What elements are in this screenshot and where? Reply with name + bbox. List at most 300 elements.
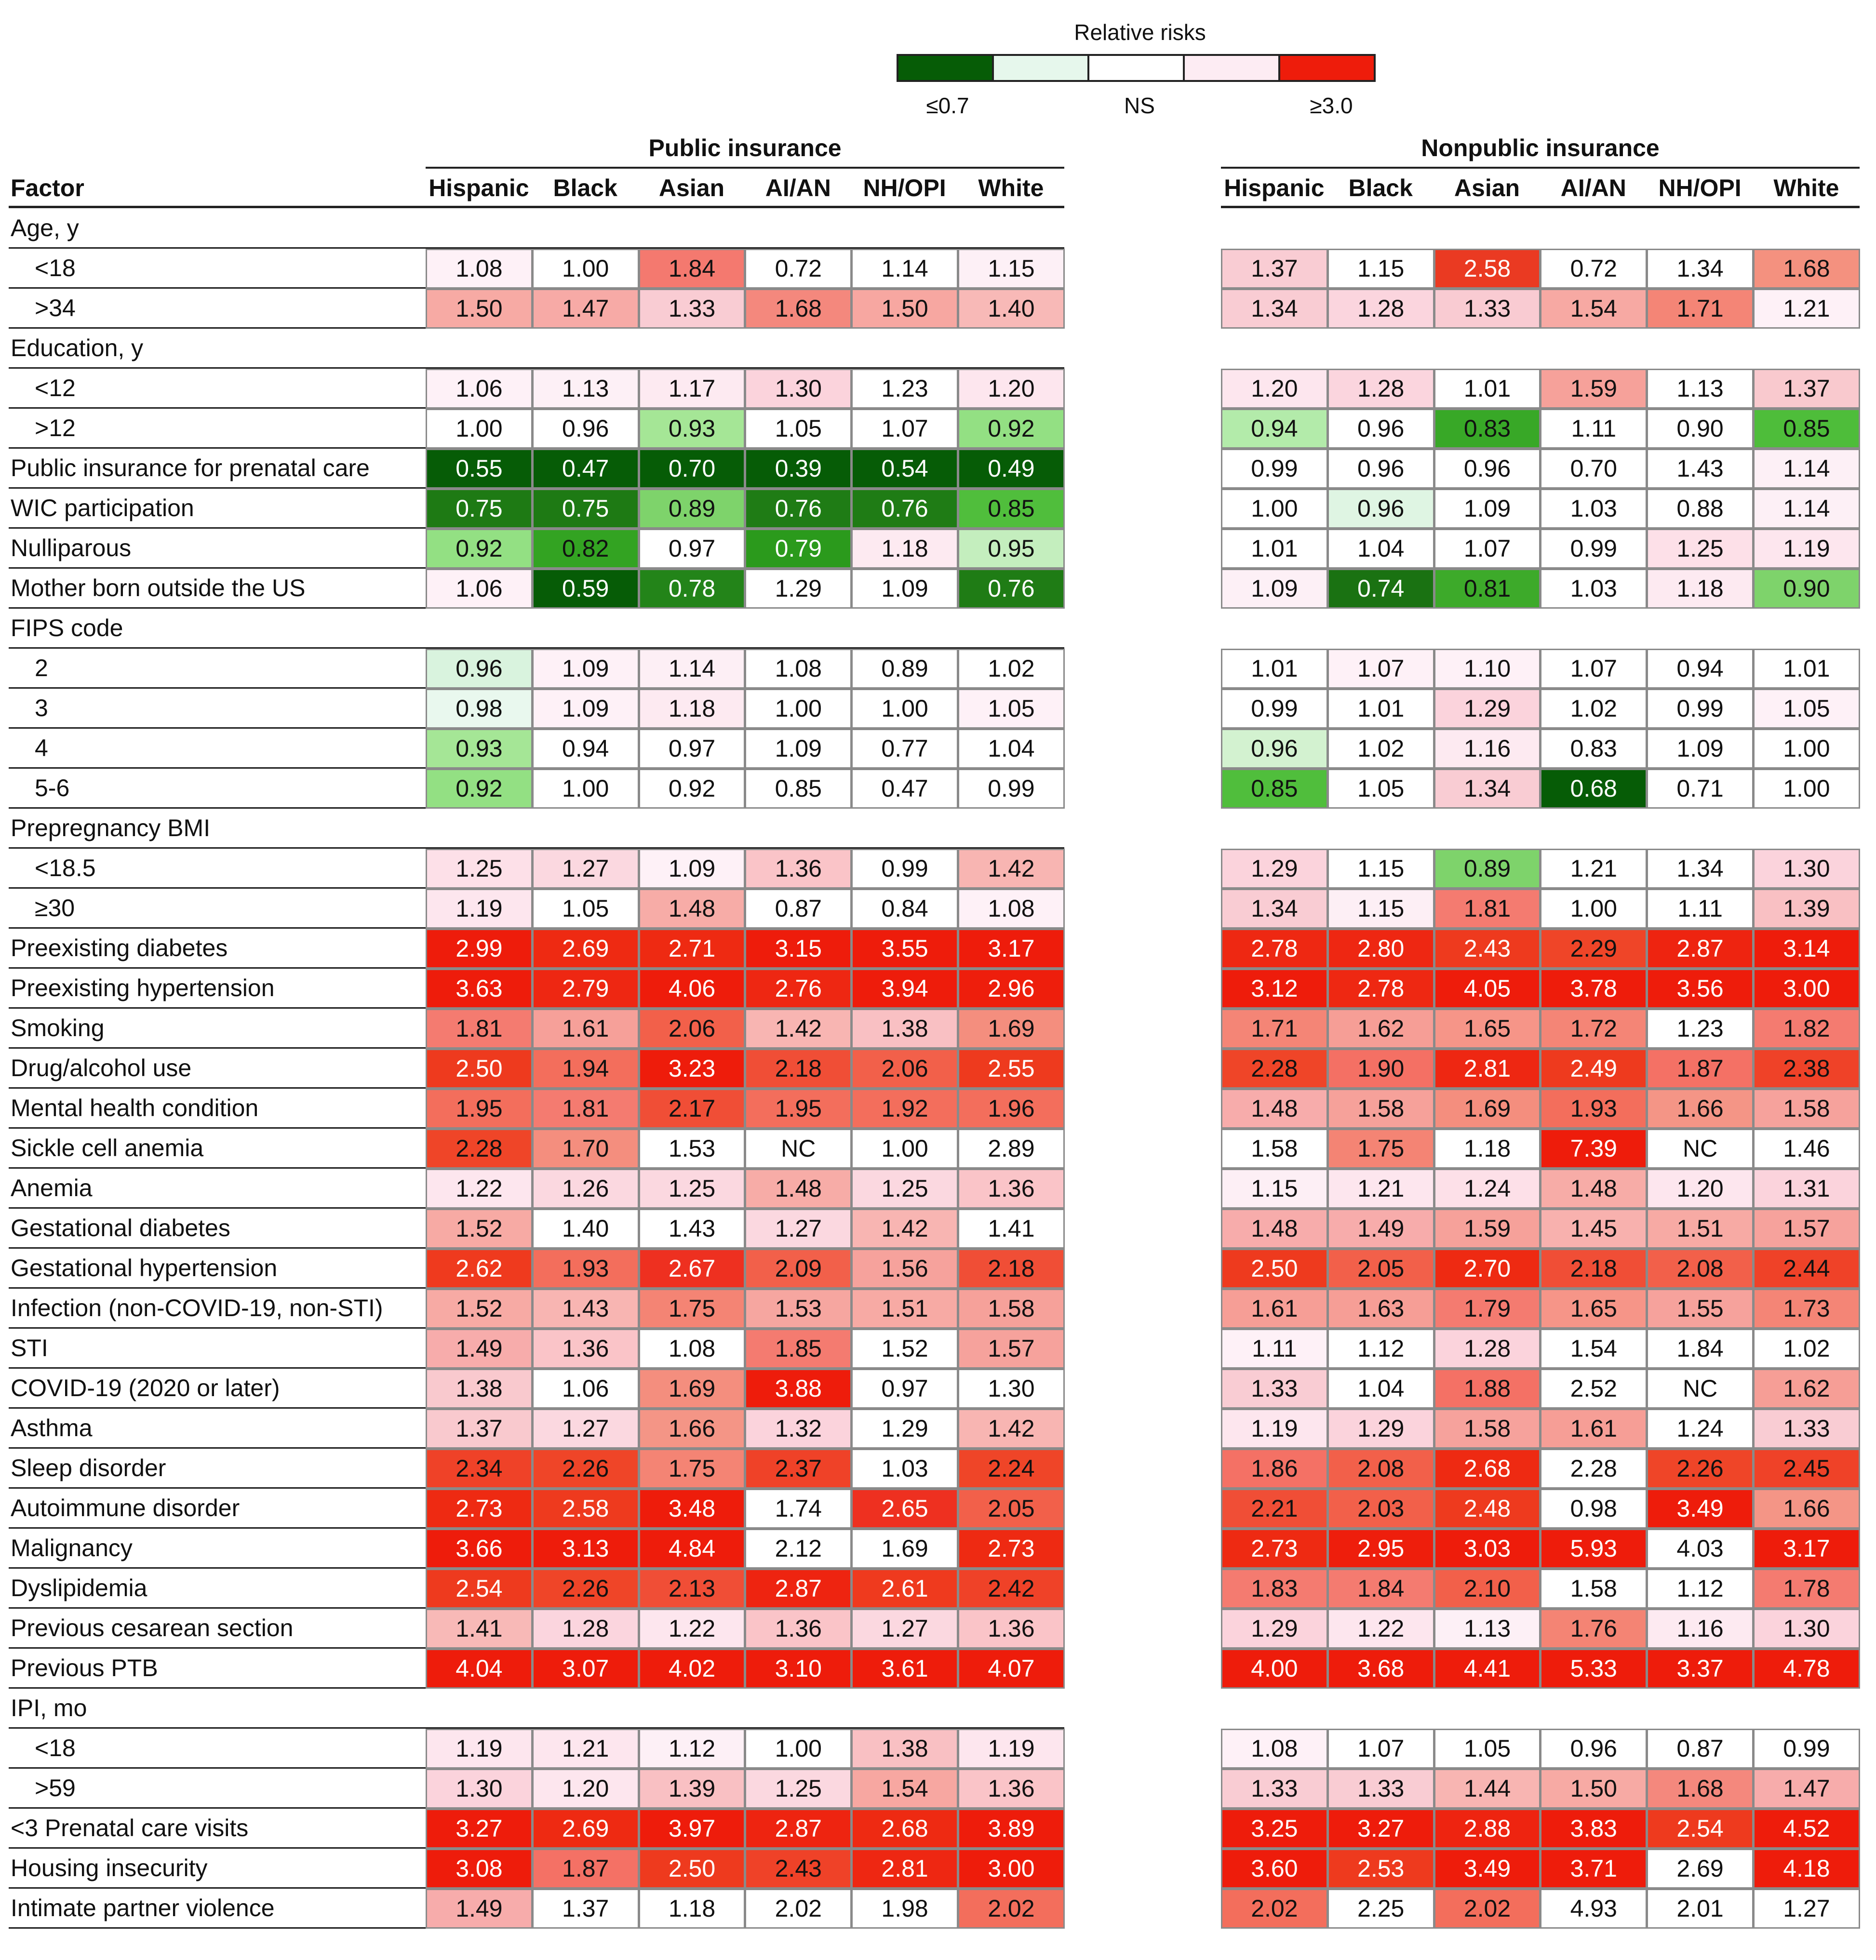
heatmap-cell: 2.05 xyxy=(958,1489,1065,1529)
heatmap-cell: 1.01 xyxy=(1221,649,1328,689)
heatmap-cell: 4.78 xyxy=(1753,1649,1860,1689)
heatmap-cell: 2.73 xyxy=(958,1529,1065,1569)
heatmap-cell: 1.22 xyxy=(426,1169,533,1209)
heatmap-cell: 1.11 xyxy=(1540,409,1647,449)
heatmap-cell: 0.77 xyxy=(851,729,958,769)
heatmap-cell: 1.18 xyxy=(851,529,958,569)
heatmap-cell: 0.59 xyxy=(532,569,639,609)
row-group-label: FIPS code xyxy=(11,614,123,641)
heatmap-cell: 2.38 xyxy=(1753,1049,1860,1089)
row-label: <18 xyxy=(35,1734,76,1761)
heatmap-cell: 2.29 xyxy=(1540,929,1647,969)
heatmap-cell: 1.15 xyxy=(1221,1169,1328,1209)
heatmap-cell: 1.03 xyxy=(851,1449,958,1489)
heatmap-cell: 1.68 xyxy=(1753,249,1860,289)
heatmap-cell: 1.61 xyxy=(1221,1289,1328,1329)
heatmap-cell: 0.98 xyxy=(426,689,533,729)
heatmap-cell: 1.19 xyxy=(426,889,533,929)
heatmap-cell: 1.20 xyxy=(1221,369,1328,409)
heatmap-cell: 1.85 xyxy=(745,1329,852,1369)
heatmap-cell: 3.00 xyxy=(1753,969,1860,1009)
heatmap-cell: 0.96 xyxy=(532,409,639,449)
heatmap-cell: 1.25 xyxy=(426,849,533,889)
heatmap-cell: 1.58 xyxy=(1327,1089,1434,1129)
heatmap-cell: 2.02 xyxy=(1434,1889,1541,1929)
heatmap-cell: 1.09 xyxy=(1647,729,1754,769)
row-label: Autoimmune disorder xyxy=(11,1494,240,1521)
heatmap-cell: 1.54 xyxy=(1540,1329,1647,1369)
heatmap-cell: 1.28 xyxy=(1327,289,1434,329)
heatmap-cell: 0.99 xyxy=(958,769,1065,809)
heatmap-cell: 2.45 xyxy=(1753,1449,1860,1489)
heatmap-cell: 1.04 xyxy=(1327,529,1434,569)
heatmap-cell: 1.70 xyxy=(532,1129,639,1169)
heatmap-cell: 0.75 xyxy=(426,489,533,529)
heatmap-cell: 1.20 xyxy=(532,1769,639,1809)
heatmap-cell: 1.50 xyxy=(851,289,958,329)
heatmap-cell: 2.12 xyxy=(745,1529,852,1569)
heatmap-cell: 1.05 xyxy=(745,409,852,449)
heatmap-cell: 2.13 xyxy=(639,1569,746,1609)
heatmap-cell: 2.02 xyxy=(1221,1889,1328,1929)
heatmap-cell: 1.37 xyxy=(532,1889,639,1929)
heatmap-cell: 4.05 xyxy=(1434,969,1541,1009)
heatmap-cell: 1.87 xyxy=(1647,1049,1754,1089)
heatmap-cell: 2.54 xyxy=(426,1569,533,1609)
heatmap-cell: 1.61 xyxy=(532,1009,639,1049)
row-label: Mental health condition xyxy=(11,1094,259,1121)
row-label: 4 xyxy=(35,734,48,761)
heatmap-cell: 4.00 xyxy=(1221,1649,1328,1689)
heatmap-cell: 2.17 xyxy=(639,1089,746,1129)
heatmap-cell: 1.68 xyxy=(745,289,852,329)
heatmap-cell: 2.70 xyxy=(1434,1249,1541,1289)
heatmap-cell: 1.42 xyxy=(958,849,1065,889)
heatmap-cell: 1.81 xyxy=(426,1009,533,1049)
heatmap-cell: NC xyxy=(745,1129,852,1169)
heatmap-cell: 2.73 xyxy=(1221,1529,1328,1569)
row-label: Gestational diabetes xyxy=(11,1214,230,1241)
row-group-label: IPI, mo xyxy=(11,1694,87,1721)
heatmap-cell: 0.89 xyxy=(1434,849,1541,889)
heatmap-cell: 1.00 xyxy=(532,249,639,289)
heatmap-cell: 1.40 xyxy=(958,289,1065,329)
heatmap-cell: 0.90 xyxy=(1753,569,1860,609)
row-label: 5-6 xyxy=(35,774,70,801)
heatmap-cell: 0.54 xyxy=(851,449,958,489)
heatmap-cell: 1.49 xyxy=(426,1889,533,1929)
heatmap-cell: 1.44 xyxy=(1434,1769,1541,1809)
heatmap-cell: 1.05 xyxy=(1434,1729,1541,1769)
heatmap-cell: 0.95 xyxy=(958,529,1065,569)
heatmap-cell: 1.36 xyxy=(532,1329,639,1369)
heatmap-cell: 0.72 xyxy=(745,249,852,289)
heatmap-cell: 0.68 xyxy=(1540,769,1647,809)
row-label: COVID-19 (2020 or later) xyxy=(11,1374,280,1401)
heatmap-cell: 2.09 xyxy=(745,1249,852,1289)
row-label: Smoking xyxy=(11,1014,105,1041)
heatmap-cell: 1.71 xyxy=(1221,1009,1328,1049)
heatmap-cell: 1.08 xyxy=(745,649,852,689)
heatmap-cell: 2.87 xyxy=(745,1569,852,1609)
heatmap-cell: 1.36 xyxy=(745,1609,852,1649)
heatmap-cell: 3.37 xyxy=(1647,1649,1754,1689)
heatmap-cell: 1.31 xyxy=(1753,1169,1860,1209)
heatmap-cell: 0.94 xyxy=(1647,649,1754,689)
heatmap-cell: 1.22 xyxy=(639,1609,746,1649)
row-label: >59 xyxy=(35,1774,76,1801)
heatmap-cell: 1.40 xyxy=(532,1209,639,1249)
heatmap-cell: 5.33 xyxy=(1540,1649,1647,1689)
heatmap-cell: 3.17 xyxy=(958,929,1065,969)
heatmap-cell: 2.81 xyxy=(1434,1049,1541,1089)
heatmap-cell: 0.83 xyxy=(1540,729,1647,769)
heatmap-cell: 4.18 xyxy=(1753,1849,1860,1889)
row-label: Previous cesarean section xyxy=(11,1614,294,1641)
heatmap-cell: 1.06 xyxy=(532,1369,639,1409)
heatmap-cell: 1.07 xyxy=(851,409,958,449)
row-label: >34 xyxy=(35,294,76,321)
heatmap-cell: 1.33 xyxy=(1221,1769,1328,1809)
heatmap-cell: 1.13 xyxy=(1434,1609,1541,1649)
row-label: Drug/alcohol use xyxy=(11,1054,192,1081)
heatmap-cell: 3.03 xyxy=(1434,1529,1541,1569)
heatmap-cell: 1.15 xyxy=(1327,849,1434,889)
heatmap-cell: 0.47 xyxy=(532,449,639,489)
heatmap-cell: 1.72 xyxy=(1540,1009,1647,1049)
heatmap-cell: 0.85 xyxy=(1221,769,1328,809)
heatmap-cell: 3.27 xyxy=(426,1809,533,1849)
legend-swatch xyxy=(1278,54,1376,82)
heatmap-cell: 2.73 xyxy=(426,1489,533,1529)
heatmap-cell: 1.18 xyxy=(639,1889,746,1929)
heatmap-cell: 1.30 xyxy=(426,1769,533,1809)
row-label: Anemia xyxy=(11,1174,93,1201)
heatmap-cell: 1.62 xyxy=(1753,1369,1860,1409)
heatmap-cell: 1.34 xyxy=(1221,889,1328,929)
heatmap-cell: 0.76 xyxy=(745,489,852,529)
heatmap-cell: 1.30 xyxy=(1753,849,1860,889)
heatmap-cell: 1.02 xyxy=(1327,729,1434,769)
heatmap-cell: 1.56 xyxy=(851,1249,958,1289)
heatmap-cell: 1.48 xyxy=(745,1169,852,1209)
heatmap-cell: 1.01 xyxy=(1221,529,1328,569)
heatmap-cell: 1.04 xyxy=(1327,1369,1434,1409)
heatmap-cell: 2.96 xyxy=(958,969,1065,1009)
row-label: 3 xyxy=(35,694,48,721)
legend-label-ns: NS xyxy=(1124,93,1155,118)
heatmap-cell: 2.69 xyxy=(1647,1849,1754,1889)
heatmap-cell: 1.29 xyxy=(1327,1409,1434,1449)
heatmap-cell: 1.71 xyxy=(1647,289,1754,329)
heatmap-cell: 1.05 xyxy=(1753,689,1860,729)
heatmap-cell: 3.12 xyxy=(1221,969,1328,1009)
heatmap-cell: 2.43 xyxy=(1434,929,1541,969)
heatmap-cell: 1.12 xyxy=(1647,1569,1754,1609)
legend-swatch xyxy=(897,54,994,82)
heatmap-cell: 2.68 xyxy=(1434,1449,1541,1489)
heatmap-cell: 4.93 xyxy=(1540,1889,1647,1929)
heatmap-cell: 1.65 xyxy=(1540,1289,1647,1329)
heatmap-cell: 0.99 xyxy=(1753,1729,1860,1769)
heatmap-cell: 1.10 xyxy=(1434,649,1541,689)
heatmap-cell: 1.43 xyxy=(532,1289,639,1329)
heatmap-cell: 1.20 xyxy=(1647,1169,1754,1209)
heatmap-cell: 2.18 xyxy=(745,1049,852,1089)
heatmap-cell: 1.37 xyxy=(1753,369,1860,409)
heatmap-cell: 2.18 xyxy=(958,1249,1065,1289)
row-label: ≥30 xyxy=(35,894,75,921)
heatmap-cell: 3.27 xyxy=(1327,1809,1434,1849)
heatmap-cell: 1.65 xyxy=(1434,1009,1541,1049)
heatmap-cell: 3.55 xyxy=(851,929,958,969)
heatmap-cell: 2.50 xyxy=(426,1049,533,1089)
heatmap-cell: 1.19 xyxy=(1221,1409,1328,1449)
heatmap-cell: 1.39 xyxy=(1753,889,1860,929)
heatmap-cell: 0.70 xyxy=(639,449,746,489)
heatmap-cell: 1.08 xyxy=(1221,1729,1328,1769)
heatmap-cell: 1.14 xyxy=(1753,489,1860,529)
column-header: NH/OPI xyxy=(1658,174,1742,201)
heatmap-cell: 0.87 xyxy=(1647,1729,1754,1769)
heatmap-cell: 1.18 xyxy=(1647,569,1754,609)
heatmap-cell: 1.83 xyxy=(1221,1569,1328,1609)
heatmap-cell: 1.43 xyxy=(1647,449,1754,489)
column-header: Hispanic xyxy=(1224,174,1325,201)
heatmap-cell: 2.05 xyxy=(1327,1249,1434,1289)
heatmap-cell: 1.30 xyxy=(745,369,852,409)
heatmap-cell: 1.30 xyxy=(958,1369,1065,1409)
heatmap-cell: 1.00 xyxy=(851,1129,958,1169)
heatmap-cell: 1.01 xyxy=(1327,689,1434,729)
heatmap-cell: 2.69 xyxy=(532,1809,639,1849)
heatmap-cell: 2.42 xyxy=(958,1569,1065,1609)
heatmap-cell: 1.09 xyxy=(851,569,958,609)
heatmap-cell: 1.48 xyxy=(1221,1089,1328,1129)
heatmap-cell: 0.83 xyxy=(1434,409,1541,449)
heatmap-cell: 1.37 xyxy=(426,1409,533,1449)
heatmap-cell: 1.69 xyxy=(639,1369,746,1409)
heatmap-cell: 0.94 xyxy=(532,729,639,769)
heatmap-cell: 1.95 xyxy=(745,1089,852,1129)
heatmap-cell: 1.29 xyxy=(1221,1609,1328,1649)
heatmap-cell: 2.28 xyxy=(1221,1049,1328,1089)
heatmap-cell: 0.92 xyxy=(639,769,746,809)
heatmap-cell: 1.13 xyxy=(532,369,639,409)
heatmap-cell: 4.84 xyxy=(639,1529,746,1569)
heatmap-cell: 0.96 xyxy=(1327,409,1434,449)
legend-title: Relative risks xyxy=(1074,20,1206,45)
heatmap-cell: 0.89 xyxy=(639,489,746,529)
heatmap-cell: 0.88 xyxy=(1647,489,1754,529)
heatmap-cell: 1.09 xyxy=(639,849,746,889)
heatmap-cell: 1.27 xyxy=(745,1209,852,1249)
row-label: Intimate partner violence xyxy=(11,1894,275,1921)
heatmap-cell: 4.03 xyxy=(1647,1529,1754,1569)
heatmap-cell: 1.41 xyxy=(958,1209,1065,1249)
heatmap-cell: 1.00 xyxy=(745,689,852,729)
heatmap-cell: 2.08 xyxy=(1327,1449,1434,1489)
heatmap-cell: 1.08 xyxy=(426,249,533,289)
row-label: Nulliparous xyxy=(11,534,132,561)
heatmap-cell: 2.26 xyxy=(1647,1449,1754,1489)
heatmap-cell: 1.00 xyxy=(1221,489,1328,529)
heatmap-cell: 0.98 xyxy=(1540,1489,1647,1529)
heatmap-cell: 1.34 xyxy=(1221,289,1328,329)
heatmap-cell: 0.72 xyxy=(1540,249,1647,289)
heatmap-cell: 2.37 xyxy=(745,1449,852,1489)
column-header: AI/AN xyxy=(1560,174,1626,201)
heatmap-cell: 1.66 xyxy=(1753,1489,1860,1529)
heatmap-cell: 1.58 xyxy=(958,1289,1065,1329)
heatmap-cell: 0.99 xyxy=(1647,689,1754,729)
heatmap-cell: 2.50 xyxy=(1221,1249,1328,1289)
heatmap-cell: 1.02 xyxy=(958,649,1065,689)
column-header: NH/OPI xyxy=(863,174,946,201)
heatmap-cell: 2.87 xyxy=(745,1809,852,1849)
heatmap-cell: 1.58 xyxy=(1434,1409,1541,1449)
heatmap-cell: 1.58 xyxy=(1540,1569,1647,1609)
heatmap-cell: 1.52 xyxy=(426,1209,533,1249)
heatmap-cell: 1.14 xyxy=(1753,449,1860,489)
heatmap-cell: 3.14 xyxy=(1753,929,1860,969)
heatmap-cell: 0.85 xyxy=(958,489,1065,529)
heatmap-cell: 1.08 xyxy=(639,1329,746,1369)
heatmap-cell: 0.99 xyxy=(851,849,958,889)
heatmap-cell: 0.76 xyxy=(958,569,1065,609)
heatmap-cell: 1.28 xyxy=(1327,369,1434,409)
heatmap-cell: 1.17 xyxy=(639,369,746,409)
heatmap-cell: 2.69 xyxy=(532,929,639,969)
heatmap-cell: 1.19 xyxy=(426,1729,533,1769)
heatmap-cell: 3.78 xyxy=(1540,969,1647,1009)
heatmap-cell: 0.71 xyxy=(1647,769,1754,809)
row-label: WIC participation xyxy=(11,494,194,521)
heatmap-cell: 0.85 xyxy=(1753,409,1860,449)
heatmap-cell: 3.25 xyxy=(1221,1809,1328,1849)
heatmap-cell: 0.97 xyxy=(639,529,746,569)
heatmap-cell: 1.52 xyxy=(426,1289,533,1329)
heatmap-cell: 2.24 xyxy=(958,1449,1065,1489)
heatmap-cell: 1.42 xyxy=(958,1409,1065,1449)
heatmap-cell: 1.63 xyxy=(1327,1289,1434,1329)
heatmap-cell: 0.39 xyxy=(745,449,852,489)
column-header: Asian xyxy=(658,174,725,201)
column-header: Hispanic xyxy=(429,174,529,201)
heatmap-cell: 2.48 xyxy=(1434,1489,1541,1529)
heatmap-cell: 3.07 xyxy=(532,1649,639,1689)
heatmap-cell: 1.75 xyxy=(639,1449,746,1489)
heatmap-cell: 1.16 xyxy=(1647,1609,1754,1649)
heatmap-cell: 3.83 xyxy=(1540,1809,1647,1849)
heatmap-cell: 1.78 xyxy=(1753,1569,1860,1609)
heatmap-cell: 0.75 xyxy=(532,489,639,529)
heatmap-cell: 2.08 xyxy=(1647,1249,1754,1289)
heatmap-cell: 0.84 xyxy=(851,889,958,929)
heatmap-cell: 2.58 xyxy=(1434,249,1541,289)
heatmap-cell: 1.82 xyxy=(1753,1009,1860,1049)
heatmap-cell: 1.22 xyxy=(1327,1609,1434,1649)
heatmap-cell: 1.13 xyxy=(1647,369,1754,409)
heatmap-cell: 1.66 xyxy=(639,1409,746,1449)
heatmap-cell: 2.01 xyxy=(1647,1889,1754,1929)
heatmap-cell: 1.75 xyxy=(639,1289,746,1329)
heatmap-cell: 1.15 xyxy=(1327,889,1434,929)
column-header: White xyxy=(978,174,1044,201)
heatmap-cell: 3.71 xyxy=(1540,1849,1647,1889)
heatmap-cell: 2.25 xyxy=(1327,1889,1434,1929)
heatmap-cell: 0.78 xyxy=(639,569,746,609)
heatmap-cell: 1.23 xyxy=(1647,1009,1754,1049)
heatmap-cell: NC xyxy=(1647,1129,1754,1169)
heatmap-cell: 1.47 xyxy=(1753,1769,1860,1809)
heatmap-cell: 1.86 xyxy=(1221,1449,1328,1489)
heatmap-cell: 1.53 xyxy=(745,1289,852,1329)
heatmap-cell: 1.07 xyxy=(1540,649,1647,689)
heatmap-cell: 1.32 xyxy=(745,1409,852,1449)
heatmap-cell: 1.28 xyxy=(1434,1329,1541,1369)
heatmap-cell: 1.92 xyxy=(851,1089,958,1129)
heatmap-cell: 1.36 xyxy=(745,849,852,889)
heatmap-cell: 2.88 xyxy=(1434,1809,1541,1849)
heatmap-cell: 0.97 xyxy=(639,729,746,769)
heatmap-cell: 0.96 xyxy=(1221,729,1328,769)
row-label: Gestational hypertension xyxy=(11,1254,278,1281)
heatmap-cell: 2.55 xyxy=(958,1049,1065,1089)
heatmap-cell: 0.81 xyxy=(1434,569,1541,609)
heatmap-cell: 2.81 xyxy=(851,1849,958,1889)
heatmap-cell: 0.87 xyxy=(745,889,852,929)
heatmap-cell: 1.48 xyxy=(1221,1209,1328,1249)
heatmap-cell: 1.59 xyxy=(1434,1209,1541,1249)
heatmap-cell: 1.05 xyxy=(958,689,1065,729)
heatmap-cell: 1.49 xyxy=(426,1329,533,1369)
heatmap-cell: 2.80 xyxy=(1327,929,1434,969)
column-header: White xyxy=(1773,174,1839,201)
heatmap-cell: 2.26 xyxy=(532,1569,639,1609)
heatmap-cell: 1.66 xyxy=(1647,1089,1754,1129)
heatmap-cell: 1.09 xyxy=(1221,569,1328,609)
heatmap-cell: 0.47 xyxy=(851,769,958,809)
heatmap-cell: 2.53 xyxy=(1327,1849,1434,1889)
heatmap-cell: 1.50 xyxy=(1540,1769,1647,1809)
heatmap-cell: 2.78 xyxy=(1327,969,1434,1009)
row-group-label: Age, y xyxy=(11,214,79,241)
heatmap-cell: 1.39 xyxy=(639,1769,746,1809)
heatmap-cell: 2.71 xyxy=(639,929,746,969)
heatmap-cell: 1.62 xyxy=(1327,1009,1434,1049)
heatmap-cell: 1.03 xyxy=(1540,569,1647,609)
heatmap-cell: 3.08 xyxy=(426,1849,533,1889)
heatmap-cell: 3.00 xyxy=(958,1849,1065,1889)
heatmap-cell: 1.09 xyxy=(745,729,852,769)
heatmap-cell: 1.93 xyxy=(532,1249,639,1289)
heatmap-cell: 3.68 xyxy=(1327,1649,1434,1689)
heatmap-cell: 1.68 xyxy=(1647,1769,1754,1809)
heatmap-cell: 1.96 xyxy=(958,1089,1065,1129)
heatmap-cell: 2.95 xyxy=(1327,1529,1434,1569)
heatmap-cell: 1.34 xyxy=(1647,249,1754,289)
heatmap-cell: 0.96 xyxy=(1327,489,1434,529)
heatmap-cell: 2.34 xyxy=(426,1449,533,1489)
heatmap-cell: 2.18 xyxy=(1540,1249,1647,1289)
heatmap-cell: 1.25 xyxy=(745,1769,852,1809)
heatmap-cell: 3.49 xyxy=(1647,1489,1754,1529)
header-rule-left xyxy=(9,206,1064,208)
heatmap-cell: 1.84 xyxy=(1327,1569,1434,1609)
column-header: AI/AN xyxy=(765,174,831,201)
heatmap-cell: 1.81 xyxy=(532,1089,639,1129)
